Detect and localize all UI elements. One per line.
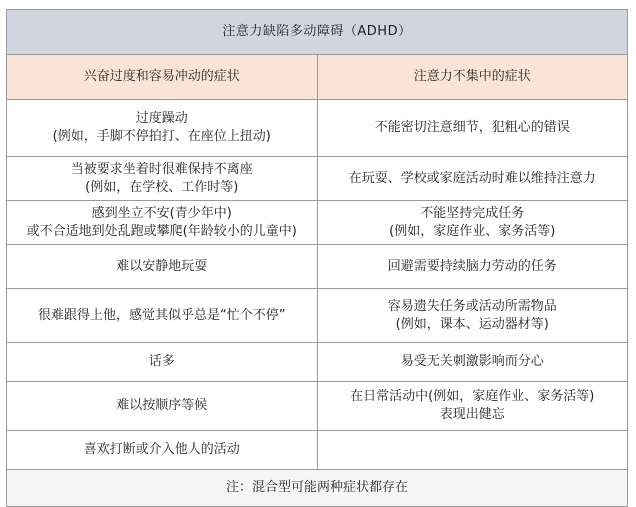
table-row: [7, 100, 628, 157]
cell-line: 不能密切注意细节，犯粗心的错误: [374, 120, 570, 135]
header-inattentive: 注意力不集中的症状: [317, 55, 628, 100]
cell-line: 难以按顺序等候: [116, 398, 208, 413]
cell-line: 不能坚持完成任务: [420, 205, 525, 221]
cell-line: 话多: [148, 354, 175, 369]
table-row: [7, 157, 628, 201]
cell-line: 喜欢打断或介入他人的活动: [83, 442, 240, 457]
table-row: [7, 343, 628, 382]
cell-line: 容易遗失任务或活动所需物品: [387, 298, 557, 314]
inattentive-cell: [317, 289, 628, 343]
cell-line: 难以安静地玩耍: [116, 258, 208, 274]
table-note: 注：混合型可能两种症状都存在: [7, 470, 628, 507]
inattentive-cell: [317, 382, 628, 431]
cell-line: 感到坐立不安(青少年中): [91, 205, 232, 221]
header-row: [7, 55, 628, 100]
cell-line: 很难跟得上他，感觉其似乎总是“忙个不停”: [38, 307, 286, 323]
hyperactive-cell: [7, 201, 318, 245]
table-row: [7, 382, 628, 431]
hyperactive-cell: [7, 382, 318, 431]
hyperactive-cell: [7, 343, 318, 382]
table-row: [7, 431, 628, 470]
cell-line: 在玩耍、学校或家庭活动时难以维持注意力: [348, 170, 596, 186]
cell-line: 在日常活动中(例如，家庭作业、家务活等): [350, 389, 595, 404]
cell-line: (例如，手脚不停拍打、在座位上扭动): [52, 129, 271, 144]
inattentive-cell: [317, 100, 628, 157]
header-hyperactive: 兴奋过度和容易冲动的症状: [7, 55, 318, 100]
hyperactive-cell: [7, 289, 318, 343]
hyperactive-cell: [7, 157, 318, 201]
cell-line: (例如，在学校、工作时等): [85, 179, 239, 195]
inattentive-cell: [317, 245, 628, 289]
hyperactive-cell: [7, 431, 318, 470]
inattentive-cell: [317, 157, 628, 201]
inattentive-cell-empty: [317, 431, 628, 470]
note-row: [7, 470, 628, 507]
cell-line: 表现出健忘: [439, 407, 505, 422]
table-title: 注意力缺陷多动障碍（ADHD）: [7, 10, 628, 55]
inattentive-cell: [317, 343, 628, 382]
cell-line: (例如，课本、运动器材等): [395, 316, 549, 332]
inattentive-cell: [317, 201, 628, 245]
table-row: [7, 245, 628, 289]
table-row: [7, 289, 628, 343]
title-row: [7, 10, 628, 55]
cell-line: 过度躁动: [135, 111, 188, 126]
adhd-table: [6, 9, 628, 507]
cell-line: 易受无关刺激影响而分心: [400, 354, 544, 369]
cell-line: (例如，家庭作业、家务活等): [389, 223, 556, 239]
table-row: [7, 201, 628, 245]
hyperactive-cell: [7, 100, 318, 157]
cell-line: 回避需要持续脑力劳动的任务: [387, 258, 557, 274]
cell-line: 或不合适地到处乱跑或攀爬(年龄较小的儿童中): [26, 223, 297, 239]
hyperactive-cell: [7, 245, 318, 289]
cell-line: 当被要求坐着时很难保持不离座: [70, 161, 253, 177]
